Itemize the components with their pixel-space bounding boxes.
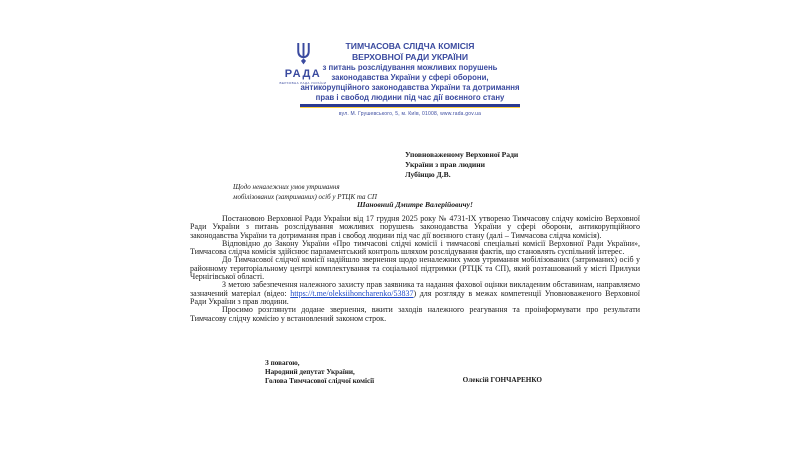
signature-closing: З повагою,	[265, 359, 300, 367]
body-paragraph-2: Відповідно до Закону України «Про тимчасові слідчі комісії і тимчасові спеціальні комісії Верховної Ради України», Тимчасова слідча комісія здійснює парламентський контроль шляхом розслідування фактів, що становлять суспільний інтерес.	[190, 238, 640, 257]
title-line-5: антикорупційного законодавства України та дотримання	[300, 83, 520, 92]
title-line-3: з питань розслідування можливих порушень	[322, 63, 498, 72]
letter-body	[190, 215, 640, 323]
signature-block	[190, 359, 640, 386]
address-line: вул. М. Грушевського, 5, м. Київ, 01008, www.rada.gov.ua	[338, 111, 482, 117]
title-line-4: законодавства України у сфері оборони,	[331, 73, 489, 82]
subject-line-2: мобілізованих (затриманих) осіб у РТЦК та СП	[233, 192, 377, 201]
commission-title	[290, 41, 530, 103]
flag-divider-yellow	[300, 107, 520, 109]
recipient-line-2: України з прав людини	[405, 160, 486, 169]
recipient-line-1: Уповноваженому Верховної Ради	[405, 150, 519, 159]
recipient-block	[405, 150, 518, 180]
body-paragraph-5: Просимо розглянути додане звернення, вжити заходів належного реагування та проінформувати про результати Тимчасову слідчу комісію у встановлений законом строк.	[190, 305, 640, 323]
body-paragraph-1: Постановою Верховної Ради України від 17 грудня 2025 року № 4731-ІХ утворено Тимчасову слідчу комісію Верховної Ради України з питань розслідування можливих порушень законодавства України у сфері оборони, антикорупційного законодавства України та дотримання прав і свобод людини під час дії воєнного стану (далі – Тимчасова слідча комісія).	[190, 214, 640, 240]
salutation: Шановний Дмитре Валерійовичу!	[357, 200, 473, 209]
paragraph-4-text-before: З метою забезпечення належного захисту прав заявника та надання фахової оцінки викладеним обставинам, направляємо зазначений матеріал (відео:	[190, 280, 640, 298]
signature-title-1: Народний депутат України,	[265, 368, 355, 376]
body-paragraph-3: До Тимчасової слідчої комісії надійшло звернення щодо неналежних умов утримання мобілізованих (затриманих) осіб у районному територіальному центрі комплектування та соціальної підтримки (РТЦК та СП), який розташований у місті Прилуки Чернігівської області.	[190, 255, 640, 282]
telegram-link[interactable]: https://t.me/oleksiihoncharenko/53837	[290, 288, 414, 298]
body-paragraph-4	[190, 281, 640, 306]
title-line-6: прав і свобод людини під час дії воєнного стану	[315, 93, 505, 102]
title-line-2: ВЕРХОВНОЇ РАДИ УКРАЇНИ	[351, 52, 469, 62]
signatory-name: Олексій ГОНЧАРЕНКО	[462, 376, 542, 384]
signature-titles	[265, 359, 374, 386]
recipient-line-3: Лубінцю Д.В.	[405, 170, 451, 179]
paragraph-4-text-after: ) для розгляду в межах компетенції Уповноваженого Верховної Ради України з прав людини.	[190, 288, 640, 306]
letterhead	[0, 0, 800, 130]
subject-line-1: Щодо неналежних умов утримання	[233, 183, 340, 191]
org-name: РАДА	[284, 68, 322, 80]
org-subtext: ВЕРХОВНА РАДА УКРАЇНИ	[279, 81, 327, 85]
flag-divider	[300, 104, 520, 108]
title-line-1: ТИМЧАСОВА СЛІДЧА КОМІСІЯ	[345, 41, 475, 51]
signature-title-2: Голова Тимчасової слідчої комісії	[265, 377, 375, 385]
